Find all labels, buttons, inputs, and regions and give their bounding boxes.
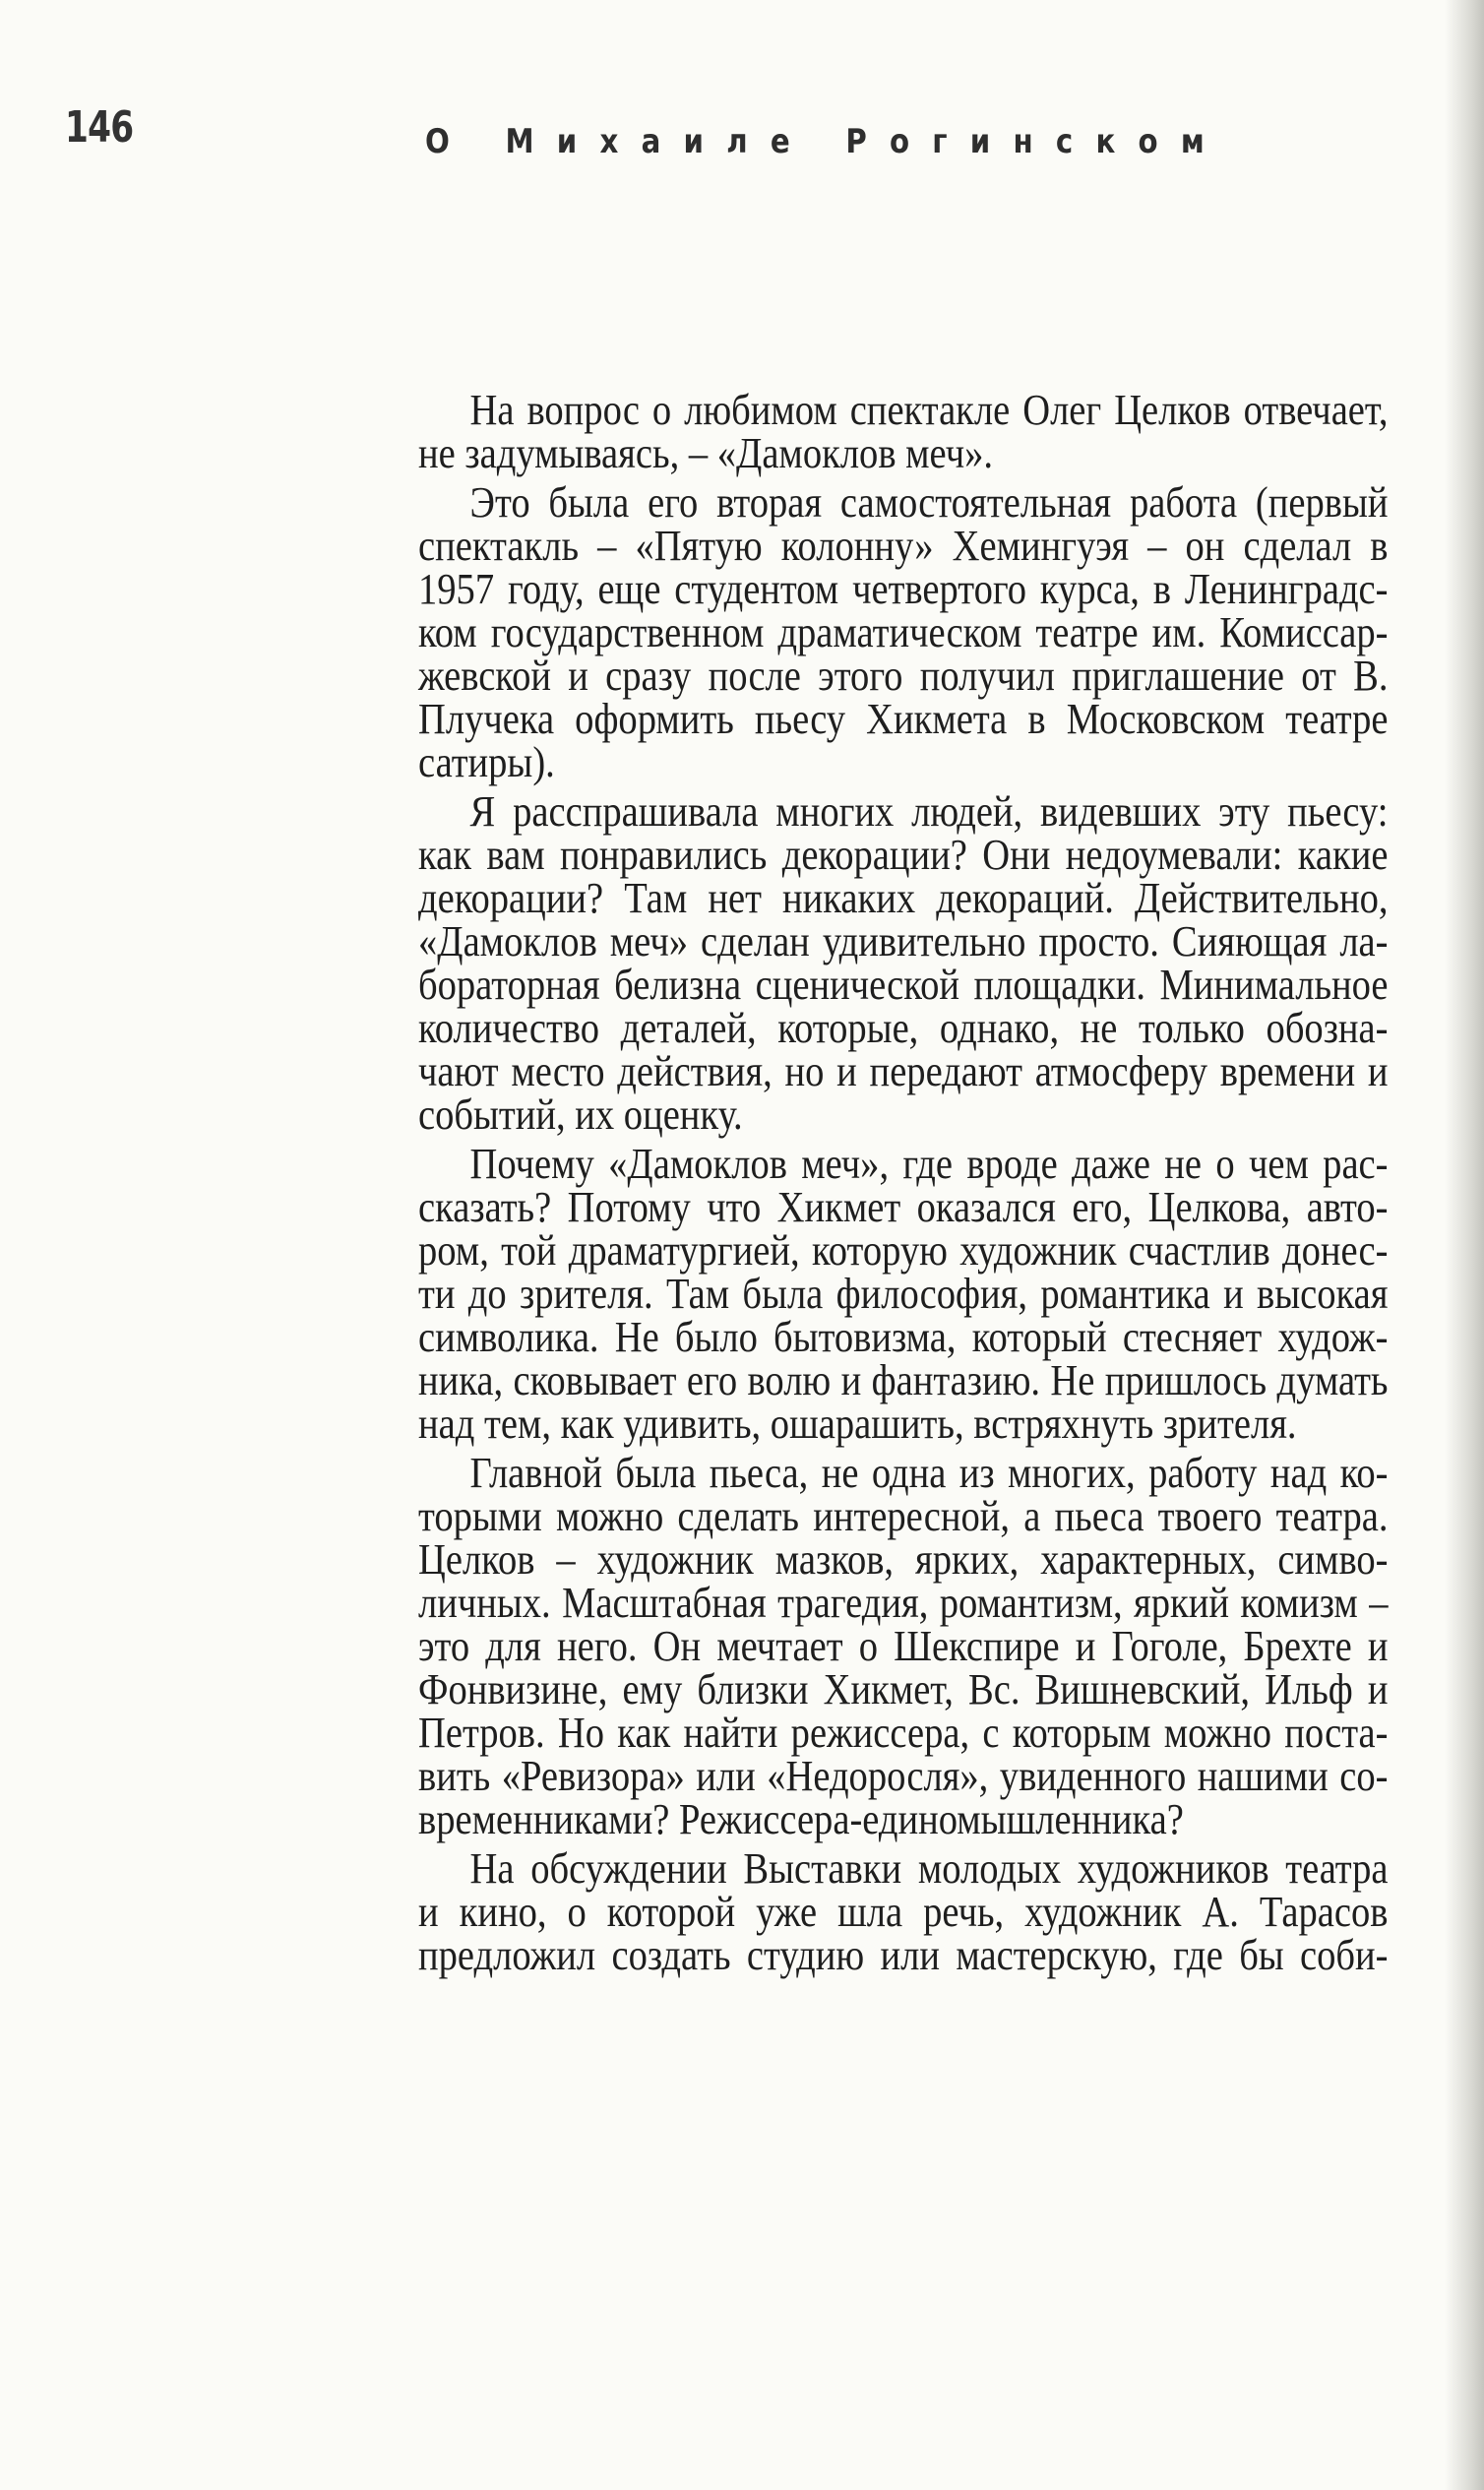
text-line: Это была его вторая самостоятельная работа (первый bbox=[469, 478, 1389, 527]
paragraph bbox=[418, 787, 1389, 1139]
text-line: 1957 году, еще студентом четвертого курса, в Ленинградс- bbox=[418, 565, 1389, 613]
text-line: вить «Ревизора» или «Недоросля», увиденного нашими со- bbox=[418, 1752, 1389, 1800]
paragraph bbox=[418, 1140, 1389, 1448]
text-line: символика. Не было бытовизма, который стесняет худож- bbox=[418, 1313, 1389, 1361]
text-line: ника, сковывает его волю и фантазию. Не пришлось думать bbox=[418, 1356, 1389, 1404]
text-line: На вопрос о любимом спектакле Олег Целков отвечает, bbox=[469, 386, 1389, 434]
text-line: ти до зрителя. Там была философия, романтика и высокая bbox=[418, 1270, 1389, 1318]
paragraph bbox=[418, 1844, 1389, 1979]
text-line: не задумываясь, – «Дамоклов меч». bbox=[418, 429, 994, 477]
text-line: Петров. Но как найти режиссера, с которым можно поста- bbox=[418, 1709, 1389, 1757]
text-line: над тем, как удивить, ошарашить, встряхнуть зрителя. bbox=[418, 1400, 1297, 1448]
text-line: Фонвизине, ему близки Хикмет, Вс. Вишневский, Ильф и bbox=[418, 1665, 1389, 1713]
text-line: это для него. Он мечтает о Шекспире и Гоголе, Брехте и bbox=[418, 1622, 1389, 1670]
text-line: «Дамоклов меч» сделан удивительно просто. Сияющая ла- bbox=[418, 917, 1389, 965]
text-line: декорации? Там нет никаких декораций. Действительно, bbox=[418, 874, 1389, 922]
paragraph bbox=[418, 386, 1389, 477]
text-line: сказать? Потому что Хикмет оказался его, Целкова, авто- bbox=[418, 1183, 1389, 1231]
text-line: Почему «Дамоклов меч», где вроде даже не о чем рас- bbox=[469, 1140, 1389, 1188]
text-line: торыми можно сделать интересной, а пьеса твоего театра. bbox=[418, 1492, 1389, 1540]
paragraph bbox=[418, 478, 1389, 786]
text-line: ром, той драматургией, которую художник счастлив донес- bbox=[418, 1226, 1389, 1275]
text-line: событий, их оценку. bbox=[418, 1090, 743, 1139]
text-line: ком государственном драматическом театре им. Комиссар- bbox=[418, 608, 1389, 656]
text-line: личных. Масштабная трагедия, романтизм, яркий комизм – bbox=[418, 1579, 1389, 1627]
body-text bbox=[418, 386, 1389, 1983]
text-line: спектакль – «Пятую колонну» Хемингуэя – он сделал в bbox=[418, 522, 1389, 570]
page-edge-shadow bbox=[1445, 0, 1484, 2490]
text-line: количество деталей, которые, однако, не только обозна- bbox=[418, 1004, 1389, 1052]
text-line: Целков – художник мазков, ярких, характерных, симво- bbox=[418, 1535, 1389, 1584]
text-line: как вам понравились декорации? Они недоумевали: какие bbox=[418, 831, 1389, 879]
text-line: сатиры). bbox=[418, 738, 555, 786]
page-number: 146 bbox=[65, 102, 134, 153]
running-title: О Михаиле Рогинском bbox=[425, 122, 1227, 161]
text-line: Плучека оформить пьесу Хикмета в Московском театре bbox=[418, 695, 1389, 743]
text-line: На обсуждении Выставки молодых художников театра bbox=[469, 1844, 1389, 1893]
paragraph bbox=[418, 1449, 1389, 1843]
text-line: Я расспрашивала многих людей, видевших эту пьесу: bbox=[469, 787, 1389, 836]
text-line: предложил создать студию или мастерскую, где бы соби- bbox=[418, 1931, 1389, 1979]
text-line: временниками? Режиссера-единомышленника? bbox=[418, 1795, 1184, 1843]
text-line: чают место действия, но и передают атмосферу времени и bbox=[418, 1047, 1389, 1095]
text-line: бораторная белизна сценической площадки. Минимальное bbox=[418, 961, 1389, 1009]
text-line: жевской и сразу после этого получил приглашение от В. bbox=[418, 652, 1389, 700]
text-line: и кино, о которой уже шла речь, художник А. Тарасов bbox=[418, 1888, 1389, 1936]
text-line: Главной была пьеса, не одна из многих, работу над ко- bbox=[469, 1449, 1389, 1497]
